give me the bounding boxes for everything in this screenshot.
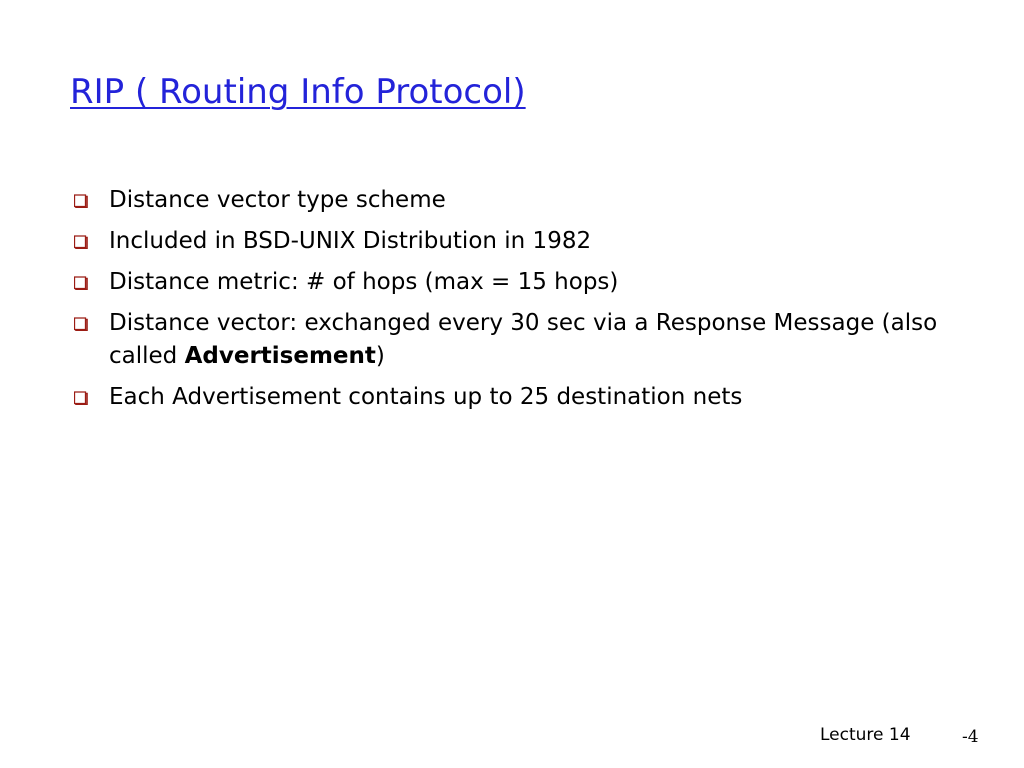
footer-lecture-label: Lecture 14 bbox=[820, 725, 911, 745]
checkbox-square-icon bbox=[74, 235, 88, 249]
bullet-text: Each Advertisement contains up to 25 destination nets bbox=[109, 384, 743, 410]
bullet-item-1 bbox=[72, 184, 952, 217]
bullet-text: Distance vector: exchanged every 30 sec via a Response Message (also called bbox=[109, 310, 938, 369]
footer-page-number: -4 bbox=[962, 727, 979, 747]
bullet-text: Distance vector type scheme bbox=[109, 187, 446, 213]
bullet-text: Included in BSD-UNIX Distribution in 1982 bbox=[109, 228, 592, 254]
bullet-text-after: ) bbox=[375, 343, 385, 369]
checkbox-square-icon bbox=[74, 276, 88, 290]
checkbox-square-icon bbox=[74, 194, 88, 208]
bullet-item-2 bbox=[72, 225, 952, 258]
bullet-item-3 bbox=[72, 266, 952, 299]
bullet-item-4 bbox=[72, 307, 952, 373]
checkbox-square-icon bbox=[74, 317, 88, 331]
bullet-bold-term: Advertisement bbox=[184, 343, 376, 369]
bullet-text: Distance metric: # of hops (max = 15 hops) bbox=[109, 269, 619, 295]
checkbox-square-icon bbox=[74, 391, 88, 405]
bullet-list bbox=[72, 184, 952, 422]
bullet-item-5 bbox=[72, 381, 952, 414]
slide-title: RIP ( Routing Info Protocol) bbox=[70, 72, 526, 112]
